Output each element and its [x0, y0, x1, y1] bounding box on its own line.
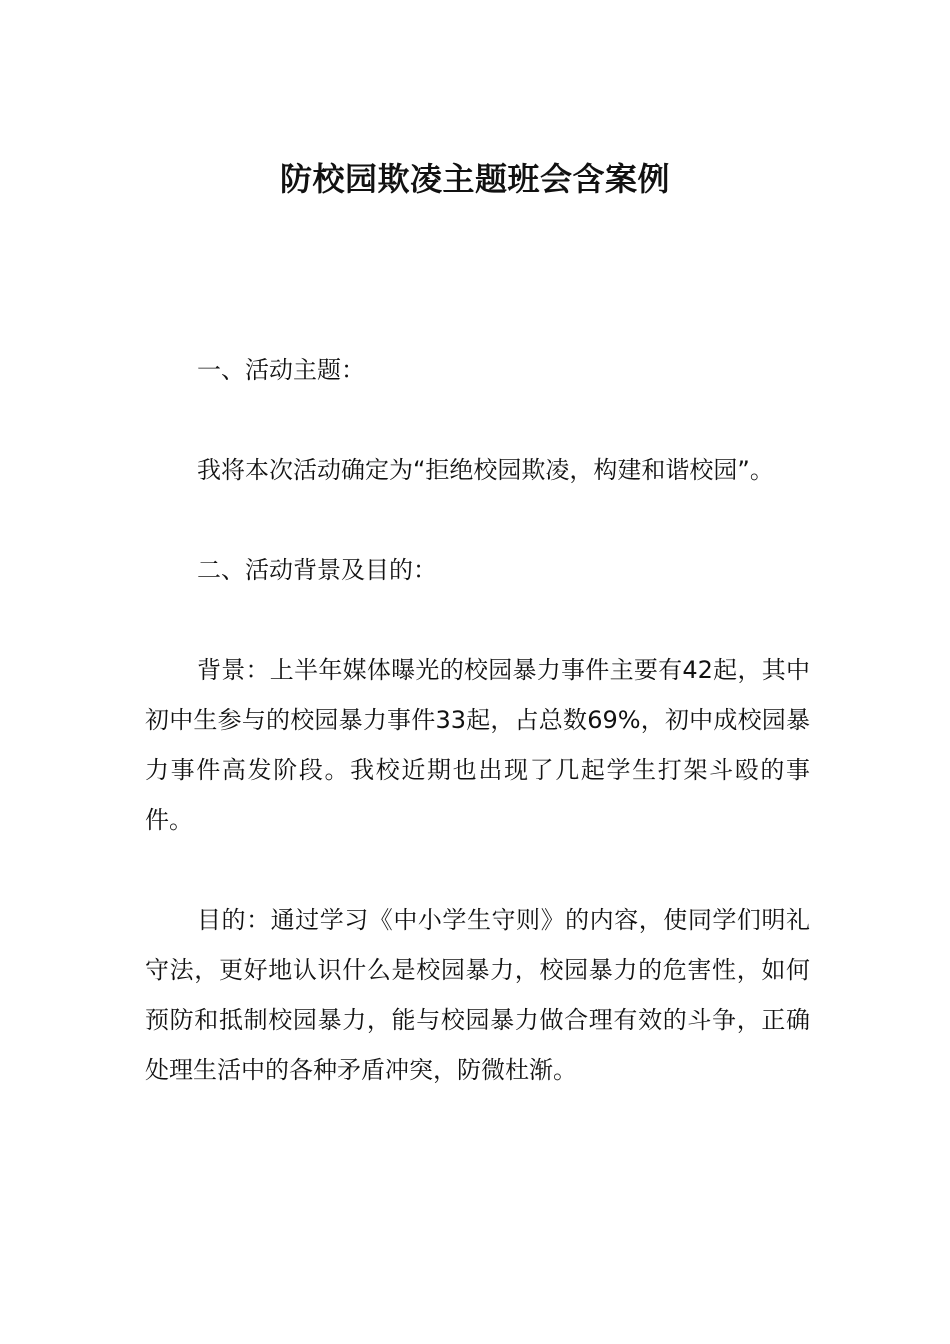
- document-body: [145, 345, 810, 1145]
- section-heading-theme: 一、活动主题：: [197, 356, 365, 384]
- theme-paragraph: 我将本次活动确定为“拒绝校园欺凌，构建和谐校园”。: [197, 456, 774, 484]
- background-paragraph: 背景：上半年媒体曝光的校园暴力事件主要有42起，其中初中生参与的校园暴力事件33起，占总数69%，初中成校园暴力事件高发阶段。我校近期也出现了几起学生打架斗殴的事件。: [145, 656, 810, 834]
- section-heading-background: 二、活动背景及目的：: [197, 556, 437, 584]
- document-title: 防校园欺凌主题班会含案例: [279, 160, 670, 198]
- purpose-paragraph: 目的：通过学习《中小学生守则》的内容，使同学们明礼守法，更好地认识什么是校园暴力，校园暴力的危害性，如何预防和抵制校园暴力，能与校园暴力做合理有效的斗争，正确处理生活中的各种矛盾冲突，防微杜渐。: [145, 906, 810, 1084]
